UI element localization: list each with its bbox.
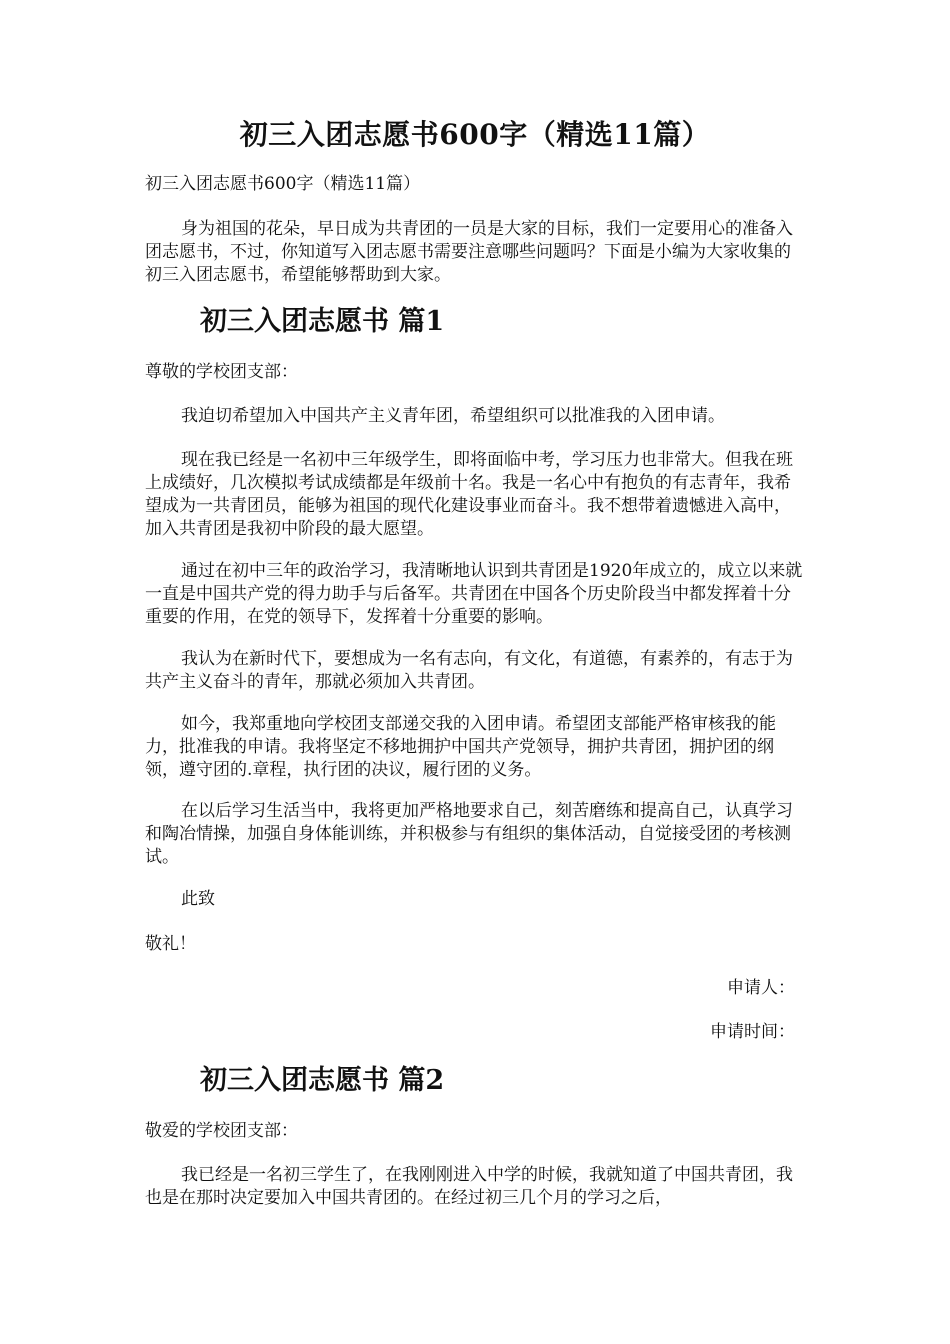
section-heading-2: 初三入团志愿书 篇2	[200, 1065, 445, 1096]
application-date-label: 申请时间：	[710, 1022, 795, 1042]
intro-paragraph: 身为祖国的花朵，早日成为共青团的一员是大家的目标，我们一定要用心的准备入团志愿书，不过，你知道写入团志愿书需要注意哪些问题吗？下面是小编为大家收集的初三入团志愿书，希望能够帮助到大家。	[145, 219, 793, 285]
salutation-2: 敬爱的学校团支部：	[145, 1121, 298, 1141]
closing-line-1: 此致	[181, 889, 215, 909]
applicant-label: 申请人：	[727, 978, 795, 998]
section1-paragraph-3: 通过在初中三年的政治学习，我清晰地认识到共青团是1920年成立的，成立以来就一直是中国共产党的得力助手与后备军。共青团在中国各个历史阶段当中都发挥着十分重要的作用，在党的领导下，发挥着十分重要的影响。	[145, 561, 803, 627]
section2-paragraph-1: 我已经是一名初三学生了，在我刚刚进入中学的时候，我就知道了中国共青团，我也是在那时决定要加入中国共青团的。在经过初三几个月的学习之后，	[145, 1165, 793, 1208]
closing-line-2: 敬礼！	[145, 934, 196, 954]
section1-paragraph-4: 我认为在新时代下，要想成为一名有志向，有文化，有道德，有素养的，有志于为共产主义奋斗的青年，那就必须加入共青团。	[145, 649, 793, 692]
section1-paragraph-6: 在以后学习生活当中，我将更加严格地要求自己，刻苦磨练和提高自己，认真学习和陶冶情操，加强自身体能训练，并积极参与有组织的集体活动，自觉接受团的考核测试。	[145, 801, 793, 867]
section-heading-1: 初三入团志愿书 篇1	[200, 306, 445, 337]
salutation-1: 尊敬的学校团支部：	[145, 362, 298, 382]
section1-paragraph-1: 我迫切希望加入中国共产主义青年团，希望组织可以批准我的入团申请。	[181, 406, 725, 426]
section1-paragraph-5: 如今，我郑重地向学校团支部递交我的入团申请。希望团支部能严格审核我的能力，批准我的申请。我将坚定不移地拥护中国共产党领导，拥护共青团，拥护团的纲领，遵守团的.章程，执行团的决议，履行团的义务。	[145, 714, 776, 780]
section1-paragraph-2: 现在我已经是一名初中三年级学生，即将面临中考，学习压力也非常大。但我在班上成绩好，几次模拟考试成绩都是年级前十名。我是一名心中有抱负的有志青年，我希望成为一共青团员，能够为祖国的现代化建设事业而奋斗。我不想带着遗憾进入高中，加入共青团是我初中阶段的最大愿望。	[145, 450, 793, 539]
document-subtitle: 初三入团志愿书600字（精选11篇）	[145, 174, 421, 194]
document-title: 初三入团志愿书600字（精选11篇）	[239, 118, 711, 151]
